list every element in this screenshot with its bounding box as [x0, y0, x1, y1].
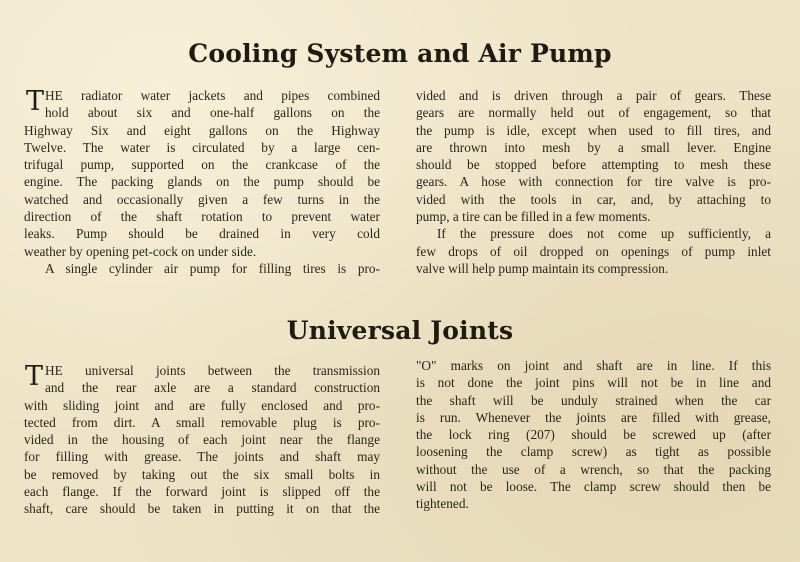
text-line: "O" marks on joint and shaft are in line. If this: [416, 358, 771, 373]
text-line: is not done the joint pins will not be in line and: [416, 375, 771, 391]
text-line: watched and occasionally given a few turns in the: [24, 191, 380, 207]
text-line: each flange. If the forward joint is slipped off the: [24, 484, 380, 500]
text-line: the lock ring (207) should be screwed up (after: [416, 427, 771, 443]
text-line: leaks. Pump should be drained in very cold: [24, 226, 380, 242]
text-line: shaft, care should be taken in putting it on that the: [24, 501, 380, 517]
text-line: weather by opening pet-cock on under side.: [24, 243, 257, 259]
text-line: If the pressure does not come up sufficiently, a: [437, 226, 771, 242]
text-line: for filling with grease. The joints and shaft may: [24, 449, 380, 465]
text-line: gears. A hose with connection for tire valve is pro-: [416, 174, 771, 190]
cooling-right-column: [416, 87, 771, 277]
joints-dropcap: T: [25, 361, 44, 392]
joints-left-column: [24, 362, 380, 518]
universal-joints-heading: Universal Joints: [286, 316, 514, 345]
text-line: valve will help pump maintain its compression.: [416, 260, 669, 276]
text-line: and the rear axle are a standard construction: [45, 380, 380, 396]
text-line: should be stopped before attempting to mesh these: [416, 157, 771, 173]
text-line: A single cylinder air pump for filling tires is pro-: [45, 260, 380, 276]
text-line: tected from dirt. A small removable plug is pro-: [24, 414, 380, 430]
text-line: the shaft will be unduly strained when the car: [416, 392, 771, 408]
text-line: is run. Whenever the joints are filled with grease,: [416, 409, 771, 425]
text-line: be removed by taking out the six small bolts in: [24, 466, 380, 482]
text-line: vided with the tools in car, and, by attaching to: [416, 191, 771, 207]
text-line: pump, a tire can be filled in a few moments.: [416, 209, 651, 225]
text-line: Twelve. The water is circulated by a large cen-: [24, 139, 380, 155]
text-line: are thrown into mesh by a small lever. Engine: [416, 139, 771, 155]
cooling-left-column: [24, 87, 380, 277]
text-line: vided in the housing of each joint near the flange: [24, 432, 380, 448]
text-line: Highway Six and eight gallons on the Highway: [24, 122, 380, 138]
text-line: engine. The packing glands on the pump should be: [24, 174, 380, 190]
text-line: loosening the clamp screw) as tight as possible: [416, 444, 771, 460]
text-line: tightened.: [416, 496, 469, 512]
text-line: trifugal pump, supported on the crankcase of the: [24, 157, 380, 173]
text-line: will not be loose. The clamp screw should then be: [416, 479, 771, 495]
text-line: HE radiator water jackets and pipes combined: [45, 88, 380, 103]
text-line: vided and is driven through a pair of gears. These: [416, 88, 771, 103]
text-line: hold about six and one-half gallons on the: [45, 105, 380, 121]
cooling-dropcap: T: [26, 86, 45, 117]
text-line: HE universal joints between the transmission: [45, 363, 380, 378]
cooling-heading: Cooling System and Air Pump: [188, 39, 612, 68]
text-line: gears are normally held out of engagement, so that: [416, 105, 771, 121]
text-line: direction of the shaft rotation to prevent water: [24, 209, 380, 225]
joints-right-column: [416, 357, 771, 513]
text-line: the pump is idle, except when used to fill tires, and: [416, 122, 771, 138]
text-line: few drops of oil dropped on openings of pump inlet: [416, 243, 771, 259]
text-line: without the use of a wrench, so that the packing: [416, 461, 771, 477]
text-line: with sliding joint and are fully enclosed and pro-: [24, 397, 380, 413]
